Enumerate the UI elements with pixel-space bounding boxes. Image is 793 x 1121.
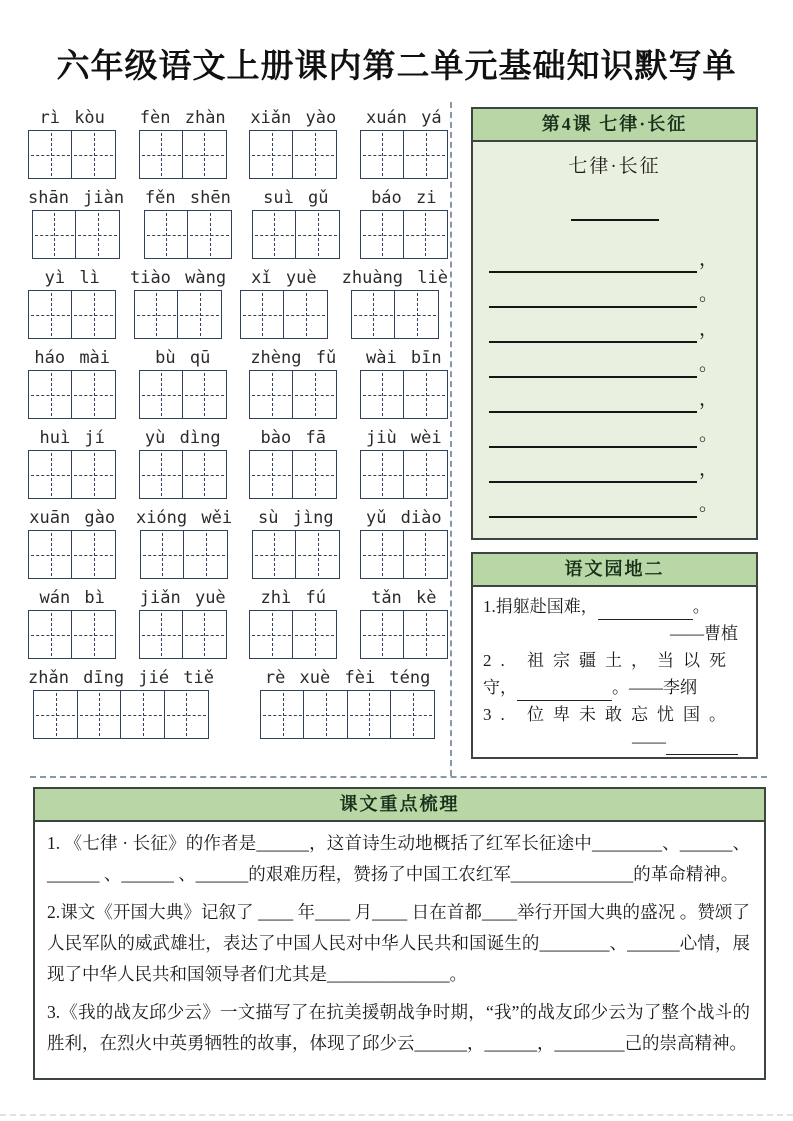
pinyin-label: suì gǔ xyxy=(263,188,329,208)
writing-cell xyxy=(360,210,405,259)
garden-item3-dash: —— xyxy=(632,732,666,751)
poem-line xyxy=(489,492,744,527)
pinyin-word-item xyxy=(28,586,116,659)
summary-box-body xyxy=(35,822,764,1059)
writing-cell xyxy=(295,210,340,259)
pinyin-label: rì kòu xyxy=(39,108,105,128)
writing-grid xyxy=(360,370,448,419)
writing-cell xyxy=(283,290,328,339)
writing-grid xyxy=(28,130,116,179)
pinyin-word-item xyxy=(28,506,116,579)
writing-cell xyxy=(249,450,294,499)
writing-grid xyxy=(28,450,116,499)
poem-line-punctuation: 。 xyxy=(699,424,719,445)
pinyin-label: wán bì xyxy=(39,588,105,608)
writing-cell xyxy=(390,690,435,739)
writing-grid xyxy=(33,690,208,739)
pinyin-label: xuán yá xyxy=(365,108,442,128)
writing-grid xyxy=(28,370,116,419)
writing-cell xyxy=(403,370,448,419)
writing-cell xyxy=(249,610,294,659)
pinyin-word-item xyxy=(28,106,116,179)
pinyin-word-item xyxy=(360,186,448,259)
pinyin-word-item xyxy=(252,186,340,259)
writing-cell xyxy=(347,690,392,739)
writing-cell xyxy=(139,610,184,659)
pinyin-label: fèn zhàn xyxy=(139,108,226,128)
pinyin-word-item xyxy=(360,106,448,179)
writing-grid xyxy=(249,130,337,179)
writing-cell xyxy=(71,290,116,339)
writing-cell xyxy=(140,530,185,579)
writing-grid xyxy=(139,610,227,659)
summary-box-header: 课文重点梳理 xyxy=(35,789,764,822)
writing-cell xyxy=(139,450,184,499)
poem-line-punctuation: ， xyxy=(699,249,719,270)
poem-lines xyxy=(473,247,756,527)
pinyin-word-item xyxy=(139,346,227,419)
writing-cell xyxy=(351,290,396,339)
pinyin-label: xióng wěi xyxy=(135,508,233,528)
writing-cell xyxy=(249,370,294,419)
writing-cell xyxy=(394,290,439,339)
writing-cell xyxy=(240,290,285,339)
pinyin-word-item xyxy=(249,586,337,659)
garden-item1-suffix: 。 xyxy=(692,597,710,616)
poem-line-blank xyxy=(489,422,697,448)
pinyin-grid-row xyxy=(28,586,448,659)
pinyin-label: xiǎn yào xyxy=(250,108,337,128)
pinyin-grid-row xyxy=(28,666,448,739)
writing-grid xyxy=(139,370,227,419)
writing-cell xyxy=(183,530,228,579)
garden-item2-line2 xyxy=(483,674,746,701)
writing-cell xyxy=(182,450,227,499)
poem-line xyxy=(489,422,744,457)
garden-item1-blank xyxy=(598,602,693,620)
writing-grid xyxy=(240,290,328,339)
writing-cell xyxy=(33,690,78,739)
pinyin-word-item xyxy=(28,186,124,259)
writing-cell xyxy=(360,530,405,579)
writing-grid xyxy=(28,290,116,339)
pinyin-label: yì lì xyxy=(44,268,100,288)
pinyin-grid-row xyxy=(28,186,448,259)
pinyin-word-item xyxy=(240,266,328,339)
pinyin-label: wài bīn xyxy=(365,348,442,368)
pinyin-label: xuān gào xyxy=(29,508,116,528)
pinyin-label: yù dìng xyxy=(144,428,221,448)
pinyin-label: yǔ diào xyxy=(365,508,442,528)
garden-item2-blank xyxy=(517,683,612,701)
pinyin-grid-row xyxy=(28,266,448,339)
writing-cell xyxy=(292,610,337,659)
garden-item2-post: 。——李纲 xyxy=(612,678,697,697)
writing-grid xyxy=(249,610,337,659)
writing-cell xyxy=(139,130,184,179)
writing-cell xyxy=(71,530,116,579)
pinyin-label: huì jí xyxy=(39,428,105,448)
garden-box xyxy=(471,552,758,759)
writing-grid xyxy=(140,530,228,579)
pinyin-grid-row xyxy=(28,426,448,499)
writing-cell xyxy=(252,530,297,579)
writing-grid xyxy=(360,530,448,579)
writing-cell xyxy=(164,690,209,739)
poem-line xyxy=(489,317,744,352)
garden-item3-line2 xyxy=(483,728,746,755)
pinyin-word-item xyxy=(360,586,448,659)
pinyin-label: báo zi xyxy=(371,188,437,208)
summary-paragraph-1: 1. 《七律 · 长征》的作者是______，这首诗生动地概括了红军长征途中________、______、______ 、______ 、______的艰难历程，赞扬了中国工农红军______________的革命精神。 xyxy=(47,833,750,884)
pinyin-word-item xyxy=(130,266,226,339)
pinyin-word-item xyxy=(139,426,227,499)
pinyin-label: fěn shēn xyxy=(144,188,231,208)
writing-cell xyxy=(360,610,405,659)
pinyin-word-item xyxy=(28,666,214,739)
pinyin-label: tiào wàng xyxy=(129,268,227,288)
poem-line-blank xyxy=(489,387,697,413)
writing-cell xyxy=(75,210,120,259)
pinyin-label: shān jiàn xyxy=(28,188,125,208)
poem-line-blank xyxy=(489,247,697,273)
poem-line xyxy=(489,352,744,387)
writing-grid xyxy=(360,450,448,499)
writing-cell xyxy=(182,370,227,419)
garden-box-header: 语文园地二 xyxy=(473,554,756,587)
pinyin-label: jiù wèi xyxy=(365,428,442,448)
writing-cell xyxy=(260,690,305,739)
writing-cell xyxy=(28,130,73,179)
pinyin-word-item xyxy=(249,426,337,499)
pinyin-label: zhèng fǔ xyxy=(250,348,337,368)
pinyin-label: sù jìng xyxy=(258,508,334,528)
pinyin-word-item xyxy=(360,346,448,419)
pinyin-word-item xyxy=(249,106,337,179)
poem-line-punctuation: ， xyxy=(699,389,719,410)
writing-grid xyxy=(134,290,222,339)
writing-cell xyxy=(360,370,405,419)
pinyin-grid-section xyxy=(28,106,448,746)
pinyin-word-item xyxy=(139,586,227,659)
writing-cell xyxy=(134,290,179,339)
writing-cell xyxy=(28,290,73,339)
summary-paragraph-3: 3.《我的战友邱少云》一文描写了在抗美援朝战争时期，“我”的战友邱少云为了整个战斗的胜利，在烈火中英勇牺牲的故事，体现了邱少云______，______，________己的崇高精神。 xyxy=(47,1002,750,1053)
pinyin-word-item xyxy=(249,346,337,419)
writing-cell xyxy=(360,450,405,499)
writing-cell xyxy=(32,210,77,259)
garden-box-body xyxy=(473,587,756,755)
lesson4-poem-box xyxy=(471,107,758,540)
page-title: 六年级语文上册课内第二单元基础知识默写单 xyxy=(56,47,737,84)
writing-cell xyxy=(292,370,337,419)
poem-line-blank xyxy=(489,282,697,308)
pinyin-word-item xyxy=(360,426,448,499)
poem-line-punctuation: ， xyxy=(699,319,719,340)
writing-cell xyxy=(144,210,189,259)
pinyin-label: tǎn kè xyxy=(371,588,437,608)
writing-grid xyxy=(252,210,340,259)
pinyin-label: jiǎn yuè xyxy=(139,588,226,608)
poem-line xyxy=(489,247,744,282)
garden-item1-attribution: ——曹植 xyxy=(670,624,738,643)
writing-cell xyxy=(71,370,116,419)
pinyin-label: háo mài xyxy=(34,348,111,368)
poem-line-blank xyxy=(489,492,697,518)
garden-item3-blank xyxy=(666,737,738,755)
writing-grid xyxy=(252,530,340,579)
poem-line xyxy=(489,457,744,492)
pinyin-word-item xyxy=(260,666,435,739)
pinyin-word-item xyxy=(28,266,116,339)
writing-cell xyxy=(249,130,294,179)
writing-cell xyxy=(71,610,116,659)
pinyin-label: bù qū xyxy=(155,348,211,368)
writing-cell xyxy=(120,690,165,739)
poem-title: 七律·长征 xyxy=(568,156,661,177)
writing-cell xyxy=(292,450,337,499)
writing-cell xyxy=(303,690,348,739)
writing-cell xyxy=(360,130,405,179)
pinyin-word-item xyxy=(28,346,116,419)
lesson4-box-header: 第4课 七律·长征 xyxy=(473,109,756,142)
poem-line-punctuation: 。 xyxy=(699,354,719,375)
pinyin-label: zhǎn dīng jié tiě xyxy=(28,668,214,688)
writing-cell xyxy=(28,450,73,499)
poem-line-punctuation: 。 xyxy=(699,494,719,515)
pinyin-grid-row xyxy=(28,506,448,579)
writing-cell xyxy=(77,690,122,739)
writing-grid xyxy=(249,370,337,419)
writing-grid xyxy=(28,610,116,659)
writing-cell xyxy=(182,610,227,659)
poem-line xyxy=(489,282,744,317)
garden-item1-line xyxy=(483,593,746,620)
pinyin-word-item xyxy=(28,426,116,499)
writing-grid xyxy=(139,450,227,499)
writing-cell xyxy=(28,610,73,659)
pinyin-word-item xyxy=(342,266,448,339)
writing-cell xyxy=(252,210,297,259)
writing-cell xyxy=(182,130,227,179)
pinyin-label: rè xuè fèi téng xyxy=(264,668,431,688)
writing-grid xyxy=(260,690,435,739)
writing-cell xyxy=(292,130,337,179)
writing-cell xyxy=(187,210,232,259)
writing-grid xyxy=(360,610,448,659)
writing-grid xyxy=(139,130,227,179)
page-bottom-dashed-edge xyxy=(0,1114,793,1116)
writing-cell xyxy=(403,530,448,579)
garden-item1-prefix: 1.捐躯赴国难， xyxy=(483,597,598,616)
writing-grid xyxy=(28,530,116,579)
writing-grid xyxy=(351,290,439,339)
summary-paragraph-2: 2.课文《开国大典》记叙了 ____ 年____ 月____ 日在首都____举行开国大典的盛况 。赞颂了人民军队的威武雄壮，表达了中国人民对中华人民共和国诞生的________、______心情，展现了中华人民共和国领导者们尤其是______________。 xyxy=(47,902,750,984)
poem-line-blank xyxy=(489,457,697,483)
poem-line xyxy=(489,387,744,422)
poem-line-punctuation: ， xyxy=(699,459,719,480)
writing-cell xyxy=(71,450,116,499)
summary-box xyxy=(33,787,766,1080)
writing-cell xyxy=(403,610,448,659)
horizontal-dashed-divider xyxy=(30,776,767,778)
pinyin-label: zhuàng liè xyxy=(341,268,448,288)
writing-cell xyxy=(403,450,448,499)
poem-line-blank xyxy=(489,352,697,378)
vertical-dashed-divider xyxy=(450,102,452,776)
pinyin-label: bào fā xyxy=(260,428,326,448)
pinyin-label: xǐ yuè xyxy=(251,268,317,288)
pinyin-word-item xyxy=(136,506,232,579)
writing-cell xyxy=(71,130,116,179)
poem-author-blank xyxy=(571,218,659,221)
garden-item3-line1: 3. 位卑未敢忘忧国。 xyxy=(483,705,735,724)
writing-cell xyxy=(177,290,222,339)
writing-grid xyxy=(249,450,337,499)
writing-cell xyxy=(403,210,448,259)
writing-grid xyxy=(144,210,232,259)
writing-cell xyxy=(28,530,73,579)
pinyin-word-item xyxy=(360,506,448,579)
pinyin-grid-row xyxy=(28,346,448,419)
poem-line-punctuation: 。 xyxy=(699,284,719,305)
writing-grid xyxy=(360,130,448,179)
writing-cell xyxy=(295,530,340,579)
pinyin-grid-row xyxy=(28,106,448,179)
pinyin-word-item xyxy=(139,106,227,179)
writing-cell xyxy=(28,370,73,419)
writing-grid xyxy=(360,210,448,259)
poem-line-blank xyxy=(489,317,697,343)
pinyin-word-item xyxy=(144,186,232,259)
writing-cell xyxy=(139,370,184,419)
pinyin-label: zhì fú xyxy=(260,588,326,608)
garden-item2-line1: 2. 祖宗疆土，当以死 xyxy=(483,651,735,670)
writing-grid xyxy=(32,210,120,259)
garden-item2-pre: 守， xyxy=(483,678,517,697)
writing-cell xyxy=(403,130,448,179)
pinyin-word-item xyxy=(252,506,340,579)
